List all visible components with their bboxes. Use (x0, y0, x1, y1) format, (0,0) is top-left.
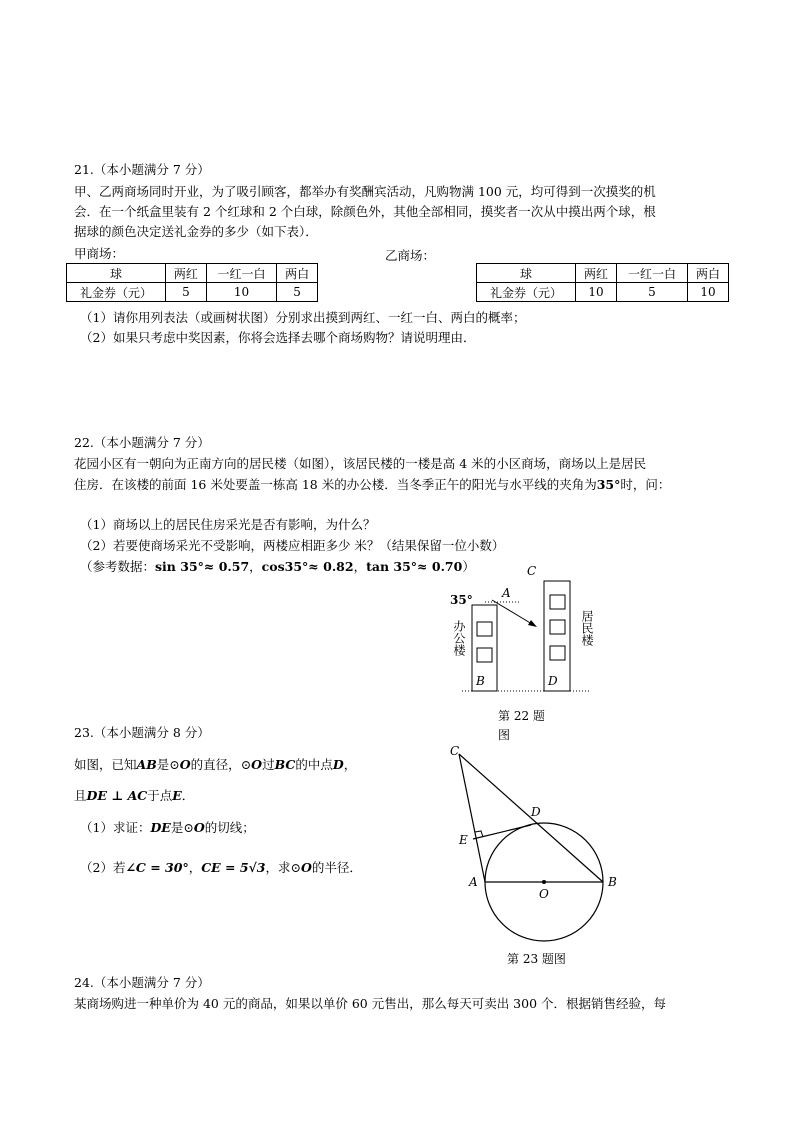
q21-table-jia (66, 263, 318, 302)
q23-angle-c: ∠C = 30° (125, 860, 189, 875)
q22-reference-data: （参考数据：sin 35°≈ 0.57，cos35°≈ 0.82，tan 35°≈ 0.70） (80, 559, 475, 574)
q23-text-part: ， (188, 860, 202, 875)
q21-text-line2: 会．在一个纸盒里装有 2 个红球和 2 个白球，除颜色外，其他全部相同，摸奖者一次从中摸出两个球，根 (74, 204, 656, 219)
q23-text-part: 的切线； (204, 820, 255, 835)
q23-header: 23.（本小题满分 8 分） (74, 725, 210, 740)
q23-text-part: ． (181, 788, 195, 803)
q23-text-part: （2）若 (80, 860, 126, 875)
table-cell: 礼金券（元） (477, 283, 576, 302)
q21-jia-label: 甲商场： (74, 246, 125, 261)
q23-symbol-de: DE (150, 820, 171, 835)
table-cell: 10 (576, 283, 617, 302)
q23-text-part: 的半径． (311, 860, 362, 875)
q22-ref-close: ） (462, 559, 475, 574)
table-header-cell: 一红一白 (617, 264, 688, 283)
point-label-e: E (459, 833, 468, 847)
table-cell: 礼金券（元） (67, 283, 166, 302)
q21-yi-label: 乙商场： (385, 248, 436, 263)
q23-symbol-bc: BC (274, 757, 296, 772)
table-header-cell: 两红 (576, 264, 617, 283)
q22-ref-sin: sin 35°≈ 0.57 (155, 559, 250, 574)
q23-figure (445, 740, 630, 945)
q23-text-part: 的直径， (190, 757, 241, 772)
q23-symbol-e: E (172, 788, 182, 803)
q23-text-line2 (74, 788, 194, 804)
q23-symbol-o: O (179, 757, 191, 772)
office-window (477, 648, 492, 662)
q23-sub1: （1）求证：DE是⊙O的切线； (80, 820, 255, 835)
point-label-b: B (608, 875, 617, 889)
q23-symbol-d: D (332, 757, 344, 772)
q23-symbol-ab: AB (136, 757, 157, 772)
q23-sub2: （2）若∠C = 30°，CE = 5√3，求⊙O的半径． (80, 860, 362, 875)
q22-text-part: 住房．在该楼的前面 16 米处要盖一栋高 18 米的办公楼．当冬季正午的阳光与水平线的夹角为 (74, 477, 597, 492)
point-label-a: A (469, 875, 478, 889)
q24-text-line1: 某商场购进一种单价为 40 元的商品，如果以单价 60 元售出，那么每天可卖出 300 个．根据销售经验，每 (74, 996, 667, 1011)
arrow-head-icon (528, 620, 537, 627)
angle-label: 35° (450, 593, 473, 607)
table-cell: 5 (277, 283, 318, 302)
residential-window (550, 646, 565, 660)
center-point (542, 880, 546, 884)
point-label-d: D (531, 805, 541, 819)
table-header-cell: 一红一白 (206, 264, 276, 283)
q23-perpendicular: DE ⊥ AC (86, 788, 148, 803)
table-cell: 10 (687, 283, 728, 302)
q24-header: 24.（本小题满分 7 分） (74, 975, 210, 990)
q22-sub1: （1）商场以上的居民住房采光是否有影响，为什么？ (80, 517, 376, 532)
q21-table-yi (476, 263, 729, 302)
table-row (477, 264, 729, 283)
office-window (477, 622, 492, 636)
q22-ref-tan: tan 35°≈ 0.70 (366, 559, 463, 574)
q21-text-line3: 据球的颜色决定送礼金券的多少（如下表）． (74, 224, 318, 239)
point-label-c: C (450, 744, 460, 758)
table-header-cell: 两红 (166, 264, 207, 283)
table-row (477, 283, 729, 302)
q21-text-line1: 甲、乙两商场同时开业，为了吸引顾客，都举办有奖酬宾活动，凡购物满 100 元，均可得到一次摸奖的机 (74, 184, 656, 199)
q22-text-part: 时，问： (620, 477, 671, 492)
point-label-o: O (539, 887, 549, 901)
q23-symbol-o: O (300, 860, 312, 875)
q23-text-part: 的中点 (295, 757, 333, 772)
office-building-label: 办公楼 (452, 620, 466, 656)
q22-ref-cos: cos35°≈ 0.82 (261, 559, 354, 574)
residential-building-label: 居民楼 (580, 610, 594, 646)
q22-figure-caption-2: 图 (498, 728, 511, 742)
q23-text-part: 如图，已知 (74, 757, 137, 772)
table-cell: 5 (166, 283, 207, 302)
residential-window (550, 595, 565, 609)
q22-figure-caption: 第 22 题 (498, 709, 545, 723)
point-label-a: A (502, 586, 511, 600)
point-label-c: C (527, 564, 537, 578)
q21-header: 21.（本小题满分 7 分） (74, 162, 210, 177)
q23-text-part: ， (343, 757, 357, 772)
q22-text-line1: 花园小区有一朝向为正南方向的居民楼（如图），该居民楼的一楼是高 4 米的小区商场，商场以上是居民 (74, 456, 647, 471)
table-header-cell: 两白 (277, 264, 318, 283)
q22-ref-open: （参考数据： (80, 559, 156, 574)
q21-sub2: （2）如果只考虑中奖因素，你将会选择去哪个商场购物？请说明理由． (80, 330, 476, 345)
point-label-d: D (548, 674, 558, 688)
residential-window (550, 620, 565, 634)
q21-sub1: （1）请你用列表法（或画树状图）分别求出摸到两红、一红一白、两白的概率； (80, 310, 526, 325)
q22-sub2: （2）若要使商场采光不受影响，两楼应相距多少 米？（结果保留一位小数） (80, 538, 505, 553)
table-header-cell: 球 (477, 264, 576, 283)
table-header-cell: 球 (67, 264, 166, 283)
table-cell: 10 (206, 283, 276, 302)
q23-symbol-o: O (193, 820, 205, 835)
table-row (67, 283, 318, 302)
table-header-cell: 两白 (687, 264, 728, 283)
q23-text-part: 是 (170, 820, 184, 835)
q23-figure-caption: 第 23 题图 (507, 952, 566, 966)
q23-text-part: 过 (262, 757, 275, 772)
table-row (67, 264, 318, 283)
q23-text-part: 且 (74, 788, 87, 803)
q22-header: 22.（本小题满分 7 分） (74, 435, 210, 450)
q23-text-part: 于点 (147, 788, 173, 803)
q23-text-part: （1）求证： (80, 820, 151, 835)
q22-angle-value: 35° (596, 477, 621, 492)
q23-text-line1: 如图，已知AB是⊙O的直径，⊙O过BC的中点D， (74, 757, 357, 772)
point-label-b: B (476, 674, 485, 688)
q23-text-part: 是 (156, 757, 170, 772)
q23-text-part: ，求 (265, 860, 291, 875)
q23-symbol-o: O (251, 757, 263, 772)
q23-ce-length: CE = 5√3 (201, 860, 266, 875)
q22-text-line2 (74, 477, 670, 493)
table-cell: 5 (617, 283, 688, 302)
sun-ray (492, 600, 532, 624)
